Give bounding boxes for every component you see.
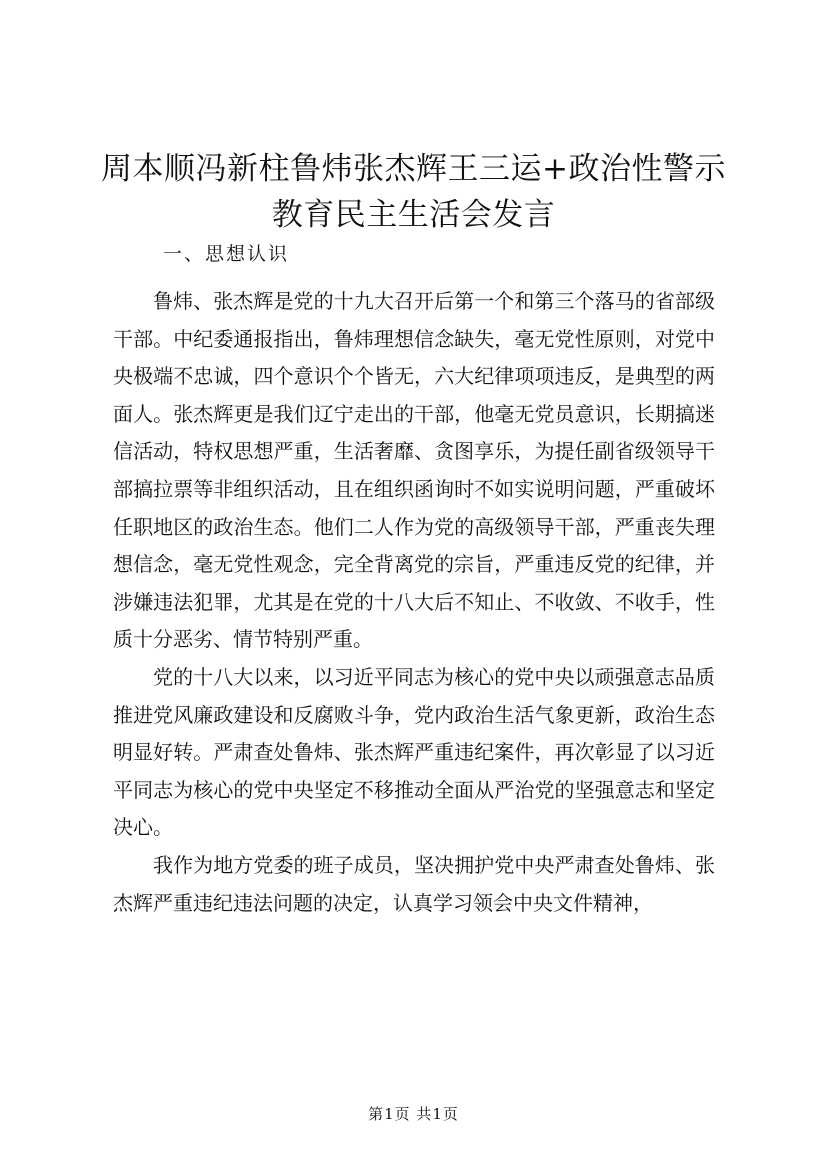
paragraph: 鲁炜、张杰辉是党的十九大召开后第一个和第三个落马的省部级干部。中纪委通报指出，鲁炜理想信念缺失，毫无党性原则，对党中央极端不忠诚，四个意识个个皆无，六大纪律项项违反，是典型的两面人。张杰辉更是我们辽宁走出的干部，他毫无党员意识，长期搞迷信活动，特权思想严重，生活奢靡、贪图享乐，为提任副省级领导干部搞拉票等非组织活动，且在组织函询时不如实说明问题，严重破坏任职地区的政治生态。他们二人作为党的高级领导干部，严重丧失理想信念，毫无党性观念，完全背离党的宗旨，严重违反党的纪律，并涉嫌违法犯罪，尤其是在党的十八大后不知止、不收敛、不收手，性质十分恶劣、情节特别严重。 (113, 289, 715, 652)
title-line-2: 教育民主生活会发言 (271, 197, 556, 233)
title-line-1: 周本顺冯新柱鲁炜张杰辉王三运+政治性警示 (101, 151, 726, 187)
paragraph: 党的十八大以来，以习近平同志为核心的党中央以顽强意志品质推进党风廉政建设和反腐败斗争，党内政治生活气象更新，政治生态明显好转。严肃查处鲁炜、张杰辉严重违纪案件，再次彰显了以习近平同志为核心的党中央坚定不移推动全面从严治党的坚强意志和坚定决心。 (113, 664, 715, 840)
paragraph: 我作为地方党委的班子成员，坚决拥护党中央严肃查处鲁炜、张杰辉严重违纪违法问题的决定，认真学习领会中央文件精神， (113, 852, 715, 915)
page-footer: 第1页 共1页 (368, 1105, 459, 1123)
document-title (60, 146, 767, 238)
section-heading: 一、思想认识 (163, 243, 290, 265)
document-body (113, 283, 715, 922)
